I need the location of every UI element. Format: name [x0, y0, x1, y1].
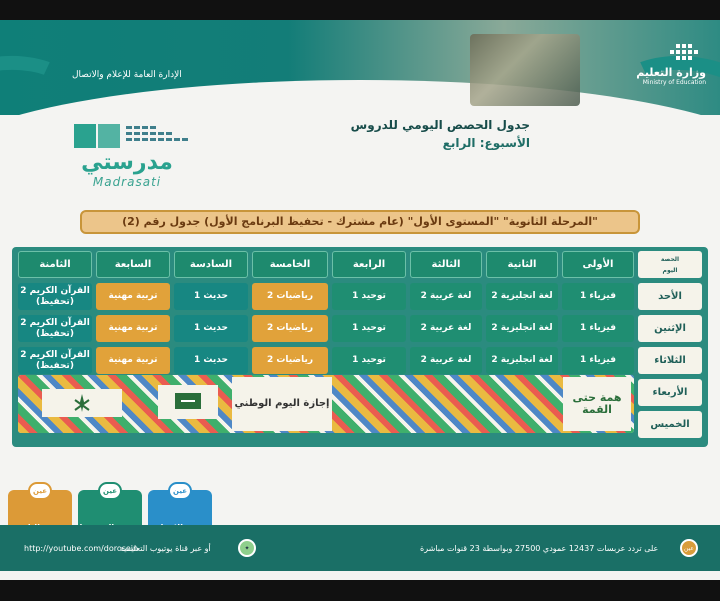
page-title [351, 118, 530, 150]
department-name: الإدارة العامة للإعلام والاتصال [72, 70, 182, 80]
national-day-logo-icon [173, 389, 203, 415]
student-photo [470, 34, 580, 106]
lesson-cell[interactable]: فيزياء 1 [562, 315, 634, 342]
corner-period-label: الحصة [660, 255, 680, 263]
lesson-cell[interactable]: رياضيات 2 [252, 283, 328, 310]
period-header: السابعة [96, 251, 170, 278]
lesson-cell[interactable]: القرآن الكريم 2 (تحفيظ) [18, 347, 92, 374]
period-header: السادسة [174, 251, 248, 278]
ein-badge: عين [168, 482, 192, 500]
national-day-holiday [18, 375, 634, 433]
title-line-1: جدول الحصص اليومي للدروس [350, 118, 530, 132]
holiday-logo [158, 385, 218, 419]
corner-day-label: اليوم [662, 266, 678, 274]
holiday-emblem [42, 389, 122, 417]
footer-bar [0, 525, 720, 571]
ein-footer-badge: عين [680, 539, 698, 557]
day-label-tuesday: الثلاثاء [638, 347, 702, 374]
lesson-cell[interactable]: تربية مهنية [96, 347, 170, 374]
schedule-page [0, 20, 720, 580]
ein-badge: عين [98, 482, 122, 500]
holiday-slogan: همة حتى القمة [563, 377, 631, 431]
saudi-emblem-icon [71, 392, 93, 414]
lesson-cell[interactable]: القرآن الكريم 2 (تحفيظ) [18, 283, 92, 310]
madrasati-name-en: Madrasati [92, 175, 162, 189]
day-label-wednesday: الأربعاء [638, 379, 702, 406]
ein-logo-icon: ✦ [238, 539, 256, 557]
lesson-cell[interactable]: لغة عربية 2 [410, 347, 482, 374]
lesson-cell[interactable]: رياضيات 2 [252, 315, 328, 342]
period-header: الأولى [562, 251, 634, 278]
period-header: الرابعة [332, 251, 406, 278]
lesson-cell[interactable]: فيزياء 1 [562, 283, 634, 310]
lesson-cell[interactable]: توحيد 1 [332, 315, 406, 342]
lesson-cell[interactable]: القرآن الكريم 2 (تحفيظ) [18, 315, 92, 342]
lesson-cell[interactable]: لغة انجليزية 2 [486, 347, 558, 374]
day-label-thursday: الخميس [638, 411, 702, 438]
timetable [12, 247, 708, 447]
period-header: الثالثة [410, 251, 482, 278]
lesson-cell[interactable]: فيزياء 1 [562, 347, 634, 374]
lesson-cell[interactable]: توحيد 1 [332, 347, 406, 374]
lesson-cell[interactable]: لغة انجليزية 2 [486, 283, 558, 310]
lesson-cell[interactable]: تربية مهنية [96, 283, 170, 310]
madrasati-logo [72, 120, 202, 190]
ministry-logo [606, 42, 706, 86]
lesson-cell[interactable]: حديث 1 [174, 283, 248, 310]
lesson-cell[interactable]: لغة انجليزية 2 [486, 315, 558, 342]
schedule-banner: "المرحلة الثانوية" "المستوى الأول" (عام مشترك - تحفيظ البرنامج الأول) جدول رقم (2) [80, 210, 640, 234]
ministry-name-ar: وزارة التعليم [636, 66, 706, 79]
day-label-sunday: الأحد [638, 283, 702, 310]
ministry-logo-icon [646, 42, 706, 62]
ein-badge: عين [28, 482, 52, 500]
lesson-cell[interactable]: لغة عربية 2 [410, 283, 482, 310]
madrasati-name-ar: مدرستي [81, 150, 173, 175]
lesson-cell[interactable]: تربية مهنية [96, 315, 170, 342]
corner-cell [638, 251, 702, 278]
lesson-cell[interactable]: حديث 1 [174, 315, 248, 342]
lesson-cell[interactable]: رياضيات 2 [252, 347, 328, 374]
satellite-info: على تردد عربسات 12437 عمودي 27500 وبواسطة 23 قنوات مباشرة [420, 544, 659, 553]
madrasati-logo-icon [72, 120, 202, 154]
holiday-title: إجازة اليوم الوطني [232, 377, 332, 431]
title-line-2: الأسبوع: الرابع [442, 136, 530, 150]
day-label-monday: الإثنين [638, 315, 702, 342]
lesson-cell[interactable]: توحيد 1 [332, 283, 406, 310]
period-header: الثامنة [18, 251, 92, 278]
period-header: الثانية [486, 251, 558, 278]
youtube-text: أو عبر قناة يوتيوب التعليمية [120, 544, 211, 553]
period-header: الخامسة [252, 251, 328, 278]
youtube-link[interactable]: http://youtube.com/dorosein [24, 544, 139, 553]
lesson-cell[interactable]: لغة عربية 2 [410, 315, 482, 342]
lesson-cell[interactable]: حديث 1 [174, 347, 248, 374]
ministry-name-en: Ministry of Education [642, 79, 706, 86]
